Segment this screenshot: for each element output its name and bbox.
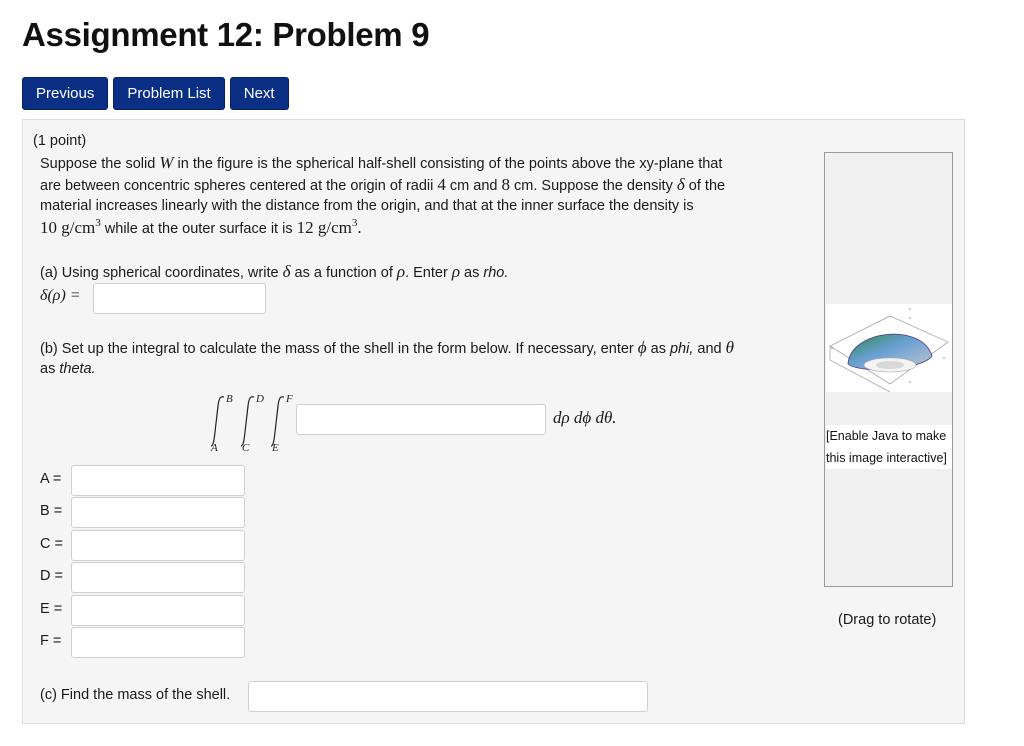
problem-intro-line-2: are between concentric spheres centered at the origin of radii 4 cm and 8 cm. Suppose the density δ of the bbox=[40, 175, 726, 194]
part-b-prompt-line-2: as theta. bbox=[40, 361, 96, 377]
integrand-input[interactable] bbox=[296, 404, 546, 435]
part-a-answer-input[interactable] bbox=[93, 283, 266, 314]
bound-e-input[interactable] bbox=[71, 595, 245, 626]
part-c-prompt: (c) Find the mass of the shell. bbox=[40, 687, 231, 703]
bound-c-label: C = bbox=[40, 536, 63, 552]
bound-a-label: A = bbox=[40, 471, 62, 487]
half-shell-figure[interactable] bbox=[826, 304, 952, 392]
limit-a: A bbox=[211, 442, 218, 452]
points-label: (1 point) bbox=[33, 133, 87, 149]
limit-b: B bbox=[226, 393, 233, 405]
drag-to-rotate-label: (Drag to rotate) bbox=[838, 612, 937, 628]
part-b-prompt: (b) Set up the integral to calculate the mass of the shell in the form below. If necessary, enter ϕ as phi, and θ bbox=[40, 338, 734, 357]
figure-applet-box[interactable] bbox=[824, 152, 953, 587]
bound-c-input[interactable] bbox=[71, 530, 245, 561]
bound-e-label: E = bbox=[40, 601, 63, 617]
problem-intro-line-1: Suppose the solid W in the figure is the spherical half-shell consisting of the points above the xy-plane that bbox=[40, 153, 723, 172]
limit-e: E bbox=[272, 442, 279, 452]
limit-d: D bbox=[256, 393, 264, 405]
bound-b-label: B = bbox=[40, 503, 63, 519]
problem-panel bbox=[22, 119, 965, 724]
bound-d-input[interactable] bbox=[71, 562, 245, 593]
bound-b-input[interactable] bbox=[71, 497, 245, 528]
problem-navigation bbox=[22, 77, 289, 110]
next-button[interactable]: Next bbox=[230, 77, 289, 110]
previous-button[interactable]: Previous bbox=[22, 77, 108, 110]
part-a-prompt: (a) Using spherical coordinates, write δ as a function of ρ. Enter ρ as rho. bbox=[40, 262, 509, 281]
bound-a-input[interactable] bbox=[71, 465, 245, 496]
integral-differentials: dρ dϕ dθ. bbox=[553, 408, 617, 427]
java-notice: [Enable Java to make this image interactive] bbox=[826, 425, 952, 469]
bound-d-label: D = bbox=[40, 568, 63, 584]
part-a-answer-label: δ(ρ) = bbox=[40, 287, 81, 304]
limit-f: F bbox=[286, 393, 293, 405]
bound-f-label: F = bbox=[40, 633, 62, 649]
page-title: Assignment 12: Problem 9 bbox=[22, 16, 430, 53]
part-c-answer-input[interactable] bbox=[248, 681, 648, 712]
bound-f-input[interactable] bbox=[71, 627, 245, 658]
limit-c: C bbox=[242, 442, 250, 452]
problem-intro-line-3: material increases linearly with the distance from the origin, and that at the inner surface the density is bbox=[40, 198, 694, 214]
problem-intro-line-4: 10 $g/cm^3$ while at the outer surface it is 12 $g/cm^3$. bbox=[40, 217, 362, 237]
problem-list-button[interactable]: Problem List bbox=[113, 77, 224, 110]
